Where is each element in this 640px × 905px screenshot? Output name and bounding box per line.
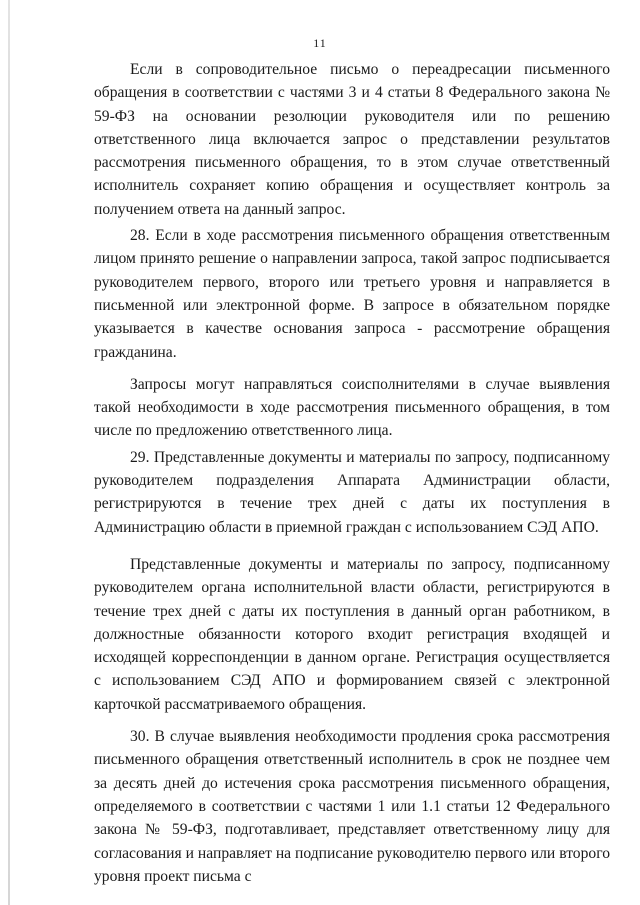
- paragraph-registration-executive-body: Представленные документы и материалы по запросу, подписанному руководителем органа исполнительной власти области, регистрируются в течение трех дней с даты их поступления в данный орган работником, в должностные обязанности которого входит регистрация входящей и исходящей корреспонденции в данном органе. Регистрация осуществляется с использованием СЭД АПО и формированием связей с электронной карточкой рассматриваемого обращения.: [94, 555, 610, 713]
- paragraph-co-executor-requests: Запросы могут направляться соисполнителями в случае выявления такой необходимости в ходе рассмотрения письменного обращения, в том числе по предложению ответственного лица.: [94, 375, 610, 440]
- paragraph-29-registration-apparatus: 29. Представленные документы и материалы по запросу, подписанному руководителем подразделения Аппарата Администрации области, регистрируются в течение трех дней с даты их поступления в Администрацию области в приемной граждан с использованием СЭД АПО.: [94, 448, 610, 536]
- scan-edge-shadow: [8, 0, 10, 905]
- document-body: [94, 58, 610, 888]
- paragraph-28-request-decision: 28. Если в ходе рассмотрения письменного обращения ответственным лицом принято решение о направлении запроса, такой запрос подписывается руководителем первого, второго или третьего уровня и направляется в письменной или электронной форме. В запросе в обязательном порядке указывается в качестве основания запроса - рассмотрение обращения гражданина.: [94, 227, 610, 361]
- page-number: 11: [313, 36, 327, 50]
- paragraph-request-copy-control: Если в сопроводительное письмо о переадресации письменного обращения в соответствии с частями 3 и 4 статьи 8 Федерального закона № 59-ФЗ на основании резолюции руководителя или по решению ответственного лица включается запрос о представлении результатов рассмотрения письменного обращения, то в этом случае ответственный исполнитель сохраняет копию обращения и осуществляет контроль за получением ответа на данный запрос.: [94, 61, 610, 218]
- paragraph-30-extension: 30. В случае выявления необходимости продления срока рассмотрения письменного обращения ответственный исполнитель в срок не позднее чем за десять дней до истечения срока рассмотрения письменного обращения, определяемого в соответствии с частями 1 или 1.1 статьи 12 Федерального закона № 59-ФЗ, подготавливает, представляет ответственному лицу для согласования и направляет на подписание руководителю первого или второго уровня проект письма с: [94, 728, 610, 885]
